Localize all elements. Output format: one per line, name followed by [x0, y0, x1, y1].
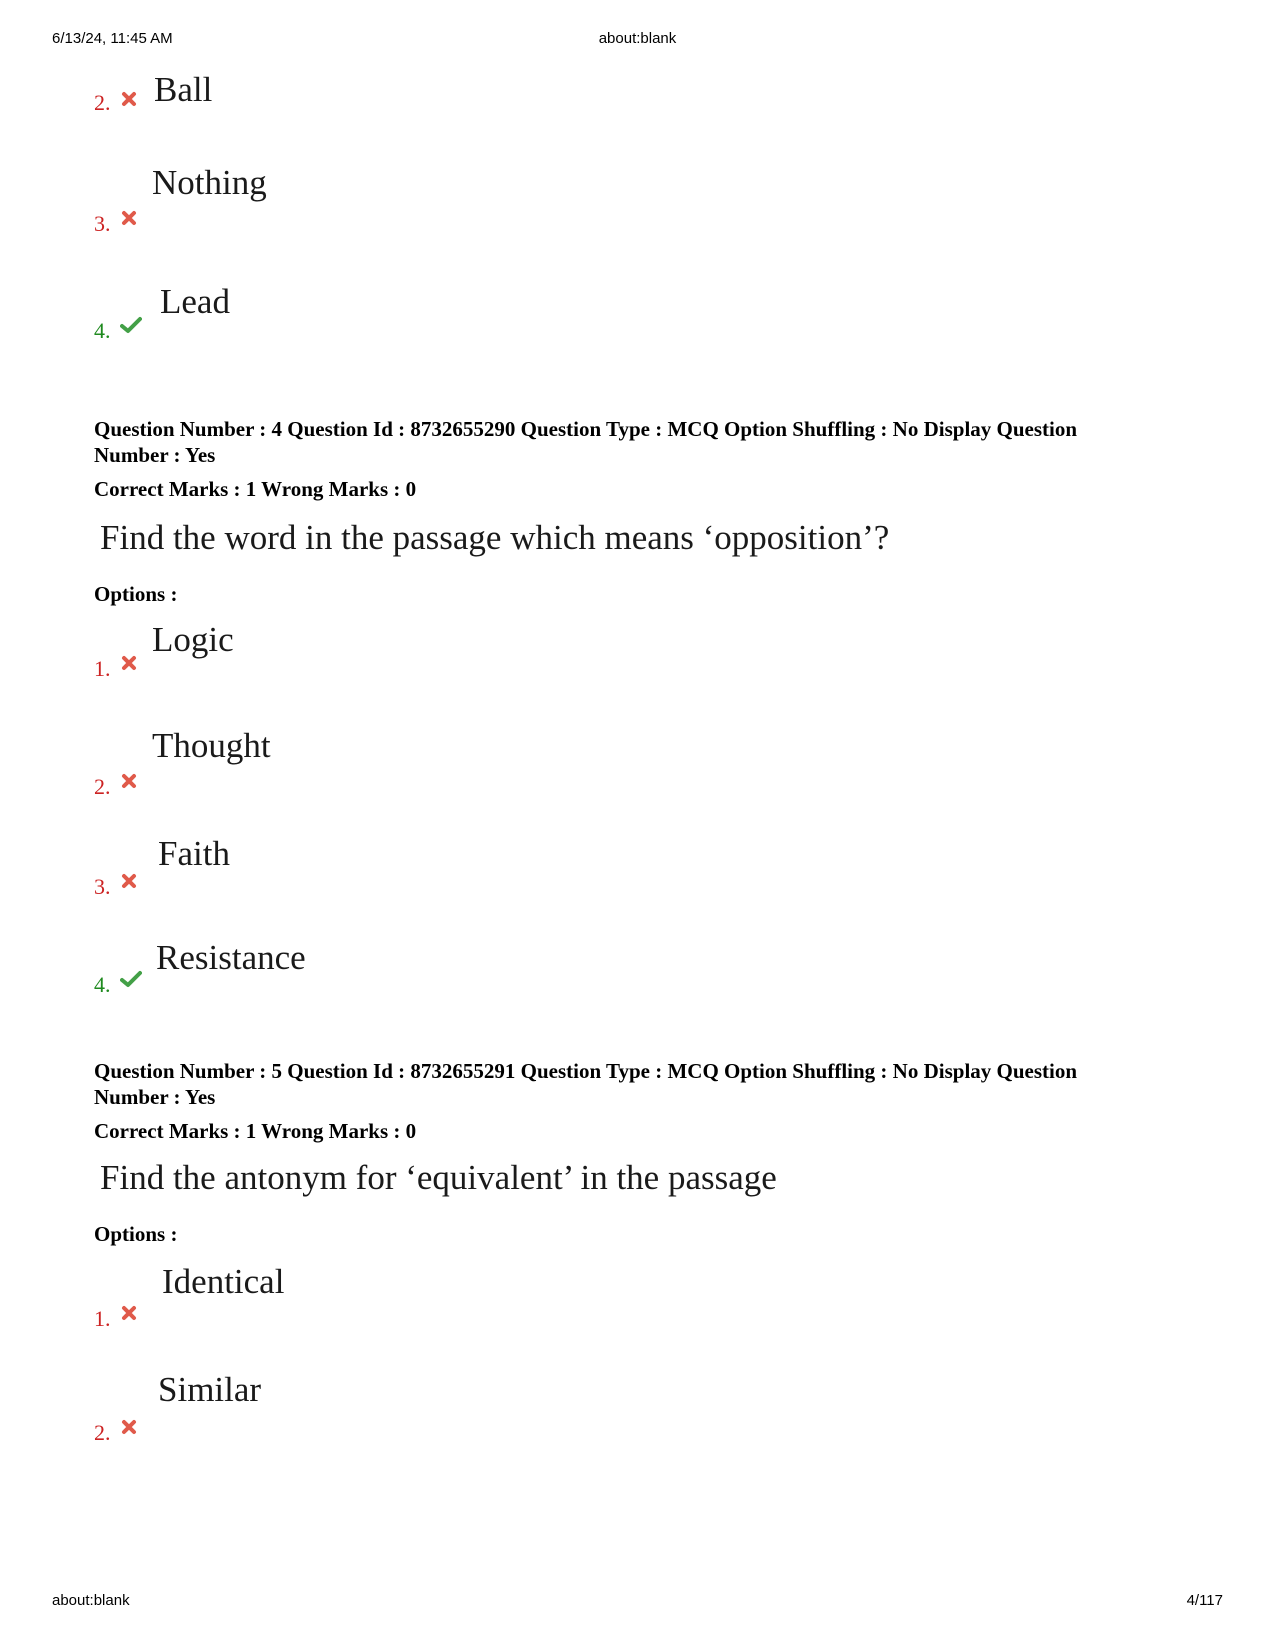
cross-icon	[120, 1418, 138, 1436]
question-text: Find the antonym for ‘equivalent’ in the passage	[100, 1158, 777, 1197]
option-number: 3.	[94, 211, 111, 236]
page-counter: 4/117	[1186, 1592, 1223, 1609]
option-number: 2.	[94, 1420, 111, 1445]
option-text: Lead	[160, 282, 230, 321]
question-text: Find the word in the passage which means ‘opposition’?	[100, 518, 890, 557]
marks-line: Correct Marks : 1 Wrong Marks : 0	[94, 1119, 417, 1143]
cross-icon	[120, 1304, 138, 1322]
option-text: Identical	[162, 1262, 285, 1301]
option-text: Faith	[158, 834, 230, 873]
option-text: Resistance	[156, 938, 306, 977]
check-icon	[120, 970, 142, 988]
option-number: 1.	[94, 656, 111, 681]
print-url-footer: about:blank	[52, 1592, 130, 1609]
option-text: Nothing	[152, 163, 267, 202]
question-meta-line: Number : Yes	[94, 1085, 216, 1109]
question-meta-line: Number : Yes	[94, 443, 216, 467]
option-number: 4.	[94, 318, 111, 343]
option-number: 2.	[94, 774, 111, 799]
options-label: Options :	[94, 1222, 178, 1246]
cross-icon	[120, 209, 138, 227]
cross-icon	[120, 772, 138, 790]
options-label: Options :	[94, 582, 178, 606]
marks-line: Correct Marks : 1 Wrong Marks : 0	[94, 477, 417, 501]
option-text: Logic	[152, 620, 234, 659]
question-meta-line: Question Number : 5 Question Id : 8732655291 Question Type : MCQ Option Shuffling : No Display Question	[94, 1059, 1078, 1083]
option-text: Similar	[158, 1370, 262, 1409]
option-number: 2.	[94, 90, 111, 115]
question-meta	[94, 1058, 1204, 1110]
option-text: Thought	[152, 726, 271, 765]
option-number: 1.	[94, 1306, 111, 1331]
question-meta	[94, 416, 1204, 468]
print-url-header: about:blank	[598, 30, 677, 47]
option-number: 3.	[94, 874, 111, 899]
question-meta-line: Question Number : 4 Question Id : 8732655290 Question Type : MCQ Option Shuffling : No Display Question	[94, 417, 1078, 441]
check-icon	[120, 316, 142, 334]
cross-icon	[120, 654, 138, 672]
cross-icon	[120, 90, 138, 108]
print-datetime: 6/13/24, 11:45 AM	[52, 30, 173, 47]
option-number: 4.	[94, 972, 111, 997]
option-text: Ball	[154, 70, 213, 109]
cross-icon	[120, 872, 138, 890]
